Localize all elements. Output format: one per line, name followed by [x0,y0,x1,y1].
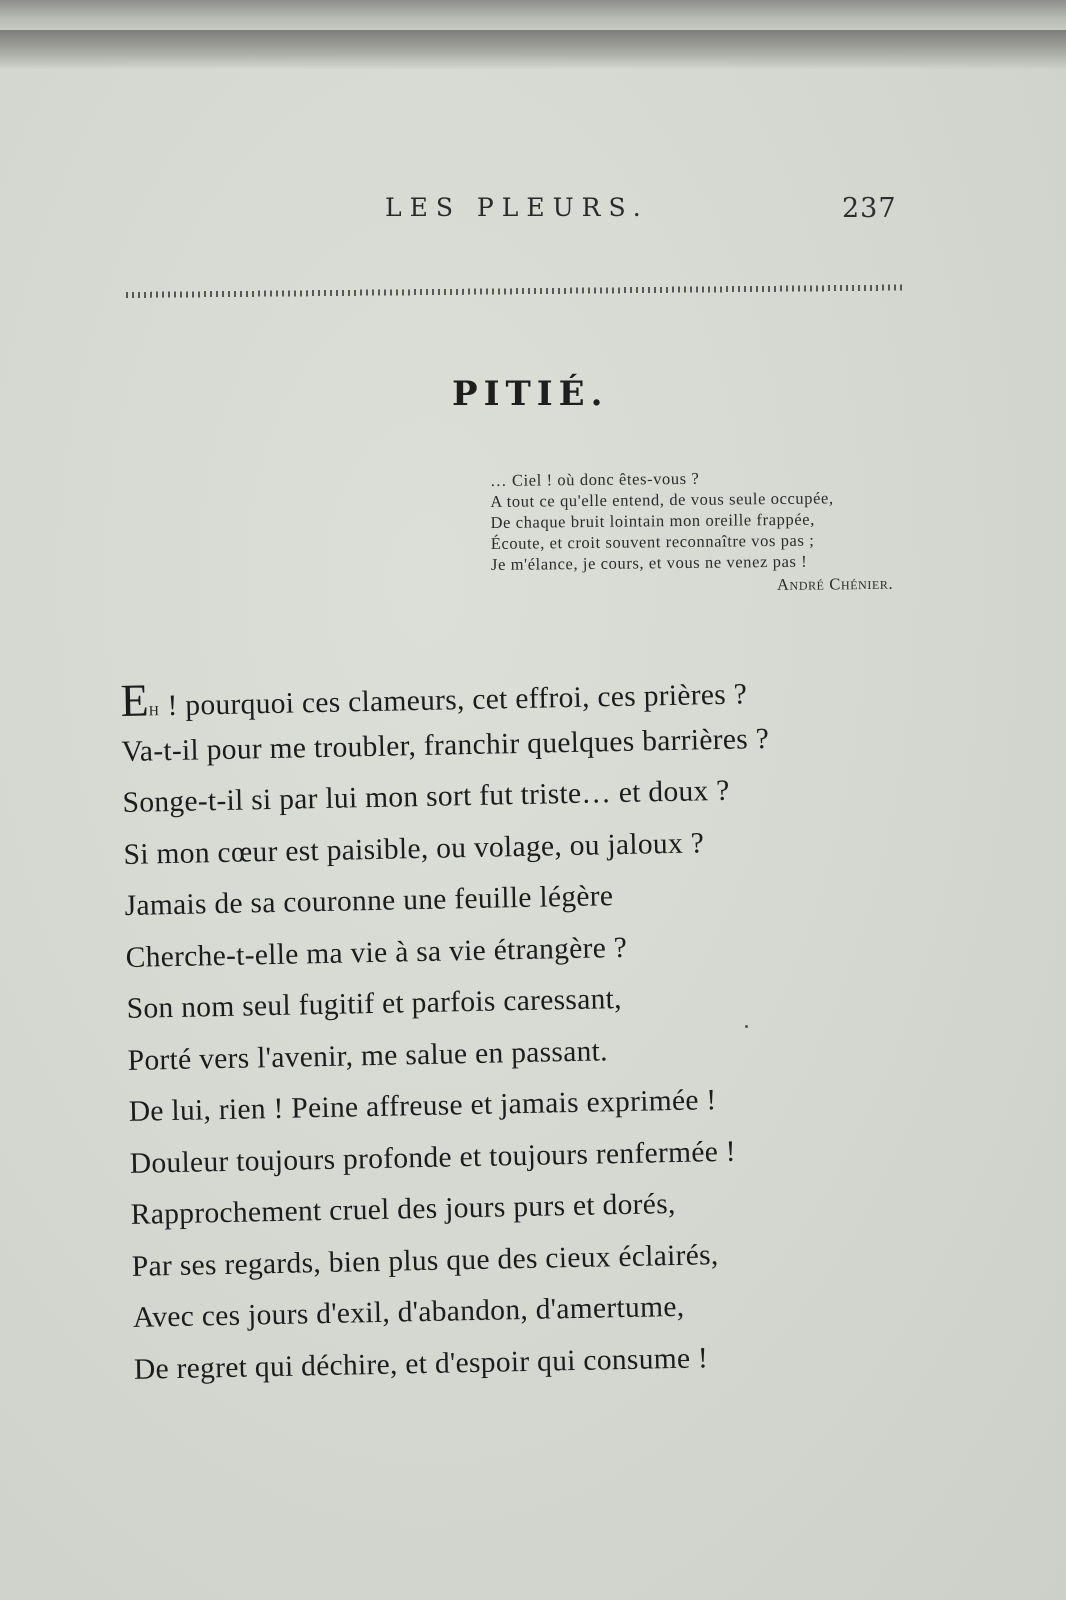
running-title: LES PLEURS. [385,193,649,222]
verse-line: Par ses regards, bien plus que des cieux éclairés, [131,1238,719,1283]
verse-line: Porté vers l'avenir, me salue en passant. [127,1034,609,1077]
poem-title: PITIÉ. [452,374,609,414]
verse-line: Son nom seul fugitif et parfois caressant, [126,982,623,1025]
ornamental-rule [125,281,905,302]
drop-cap: E [120,674,150,726]
page-top-edge [0,30,1066,70]
verse-line: Avec ces jours d'exil, d'abandon, d'amertume, [132,1290,685,1334]
verse-line: Jamais de sa couronne une feuille légère [124,880,614,922]
epigraph-line: Je m'élance, je cours, et vous ne venez pas ! [490,551,808,574]
epigraph-line: A tout ce qu'elle entend, de vous seule occupée, [490,488,834,511]
verse-line: Va-t-il pour me troubler, franchir quelques barrières ? [121,722,770,768]
drop-cap-tail: h [148,698,161,721]
verse-line-first-rest: ! pourquoi ces clameurs, cet effroi, ces prières ? [159,678,748,723]
page-number: 237 [842,193,897,224]
verse-line: Songe-t-il si par lui mon sort fut triste… et doux ? [122,774,730,819]
poem-verse [120,657,1034,1396]
verse-line: Cherche-t-elle ma vie à sa vie étrangère ? [125,931,628,974]
verse-line: De lui, rien ! Peine affreuse et jamais exprimée ! [128,1084,717,1128]
verse-line: De regret qui déchire, et d'espoir qui consume ! [133,1341,709,1386]
epigraph-line: … Ciel ! où donc êtes-vous ? [490,468,700,490]
ink-speck [745,1025,748,1028]
verse-line: Douleur toujours profonde et toujours renfermée ! [129,1135,737,1180]
epigraph-author: André Chénier. [776,573,894,595]
running-head [0,193,1066,233]
verse-line: Rapprochement cruel des jours purs et dorés, [130,1187,676,1231]
epigraph-line: De chaque bruit lointain mon oreille frappée, [490,509,815,532]
page-sheet [0,30,1066,1600]
verse-line: Si mon cœur est paisible, ou volage, ou jaloux ? [123,826,705,871]
epigraph-line: Écoute, et croit souvent reconnaître vos pas ; [490,530,815,553]
epigraph [490,465,931,598]
